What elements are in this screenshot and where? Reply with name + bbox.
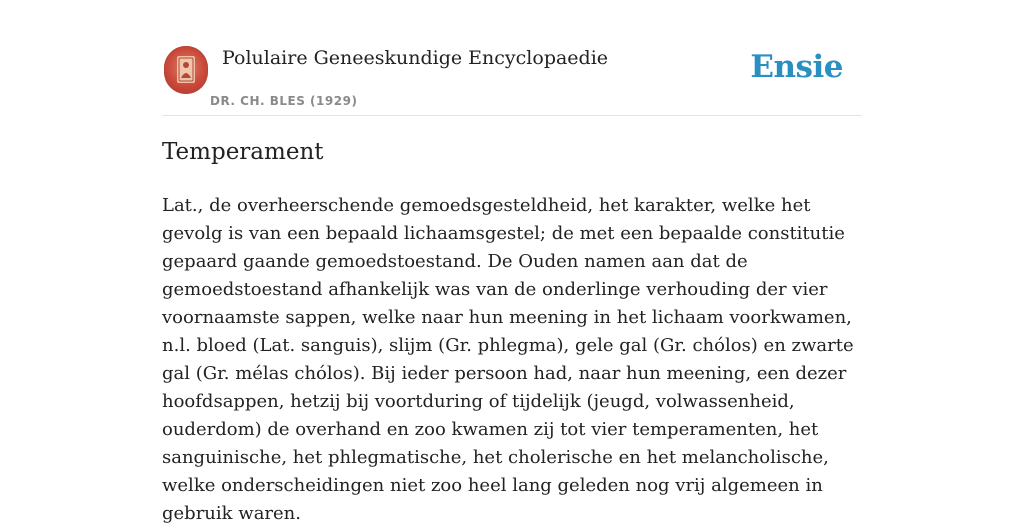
ensie-logo[interactable]: Ensie <box>750 49 843 85</box>
page-header <box>162 44 862 116</box>
entry-body: Lat., de overheerschende gemoedsgesteldheid, het karakter, welke het gevolg is van een bepaald lichaamsgestel; de met een bepaalde constitutie gepaard gaande gemoedstoestand. De Ouden namen aan dat de gemoedstoestand afhankelijk was van de onderlinge verhouding der vier voornaamste sappen, welke naar hun meening in het lichaam voorkwamen, n.l. bloed (Lat. sanguis), slijm (Gr. phlegma), gele gal (Gr. chólos) en zwarte gal (Gr. mélas chólos). Bij ieder persoon had, naar hun meening, een dezer hoofdsappen, hetzij bij voortduring of tijdelijk (jeugd, volwassenheid, ouderdom) de overhand en zoo kwamen zij tot vier temperamenten, het sanguinische, het phlegmatische, het cholerische en het melancholische, welke onderscheidingen niet zoo heel lang geleden nog vrij algemeen in gebruik waren. <box>162 195 854 524</box>
book-cover-icon[interactable] <box>164 46 208 94</box>
book-author: DR. CH. BLES (1929) <box>210 94 358 108</box>
entry-title: Temperament <box>162 139 324 165</box>
book-title[interactable]: Polulaire Geneeskundige Encyclopaedie <box>222 47 609 69</box>
